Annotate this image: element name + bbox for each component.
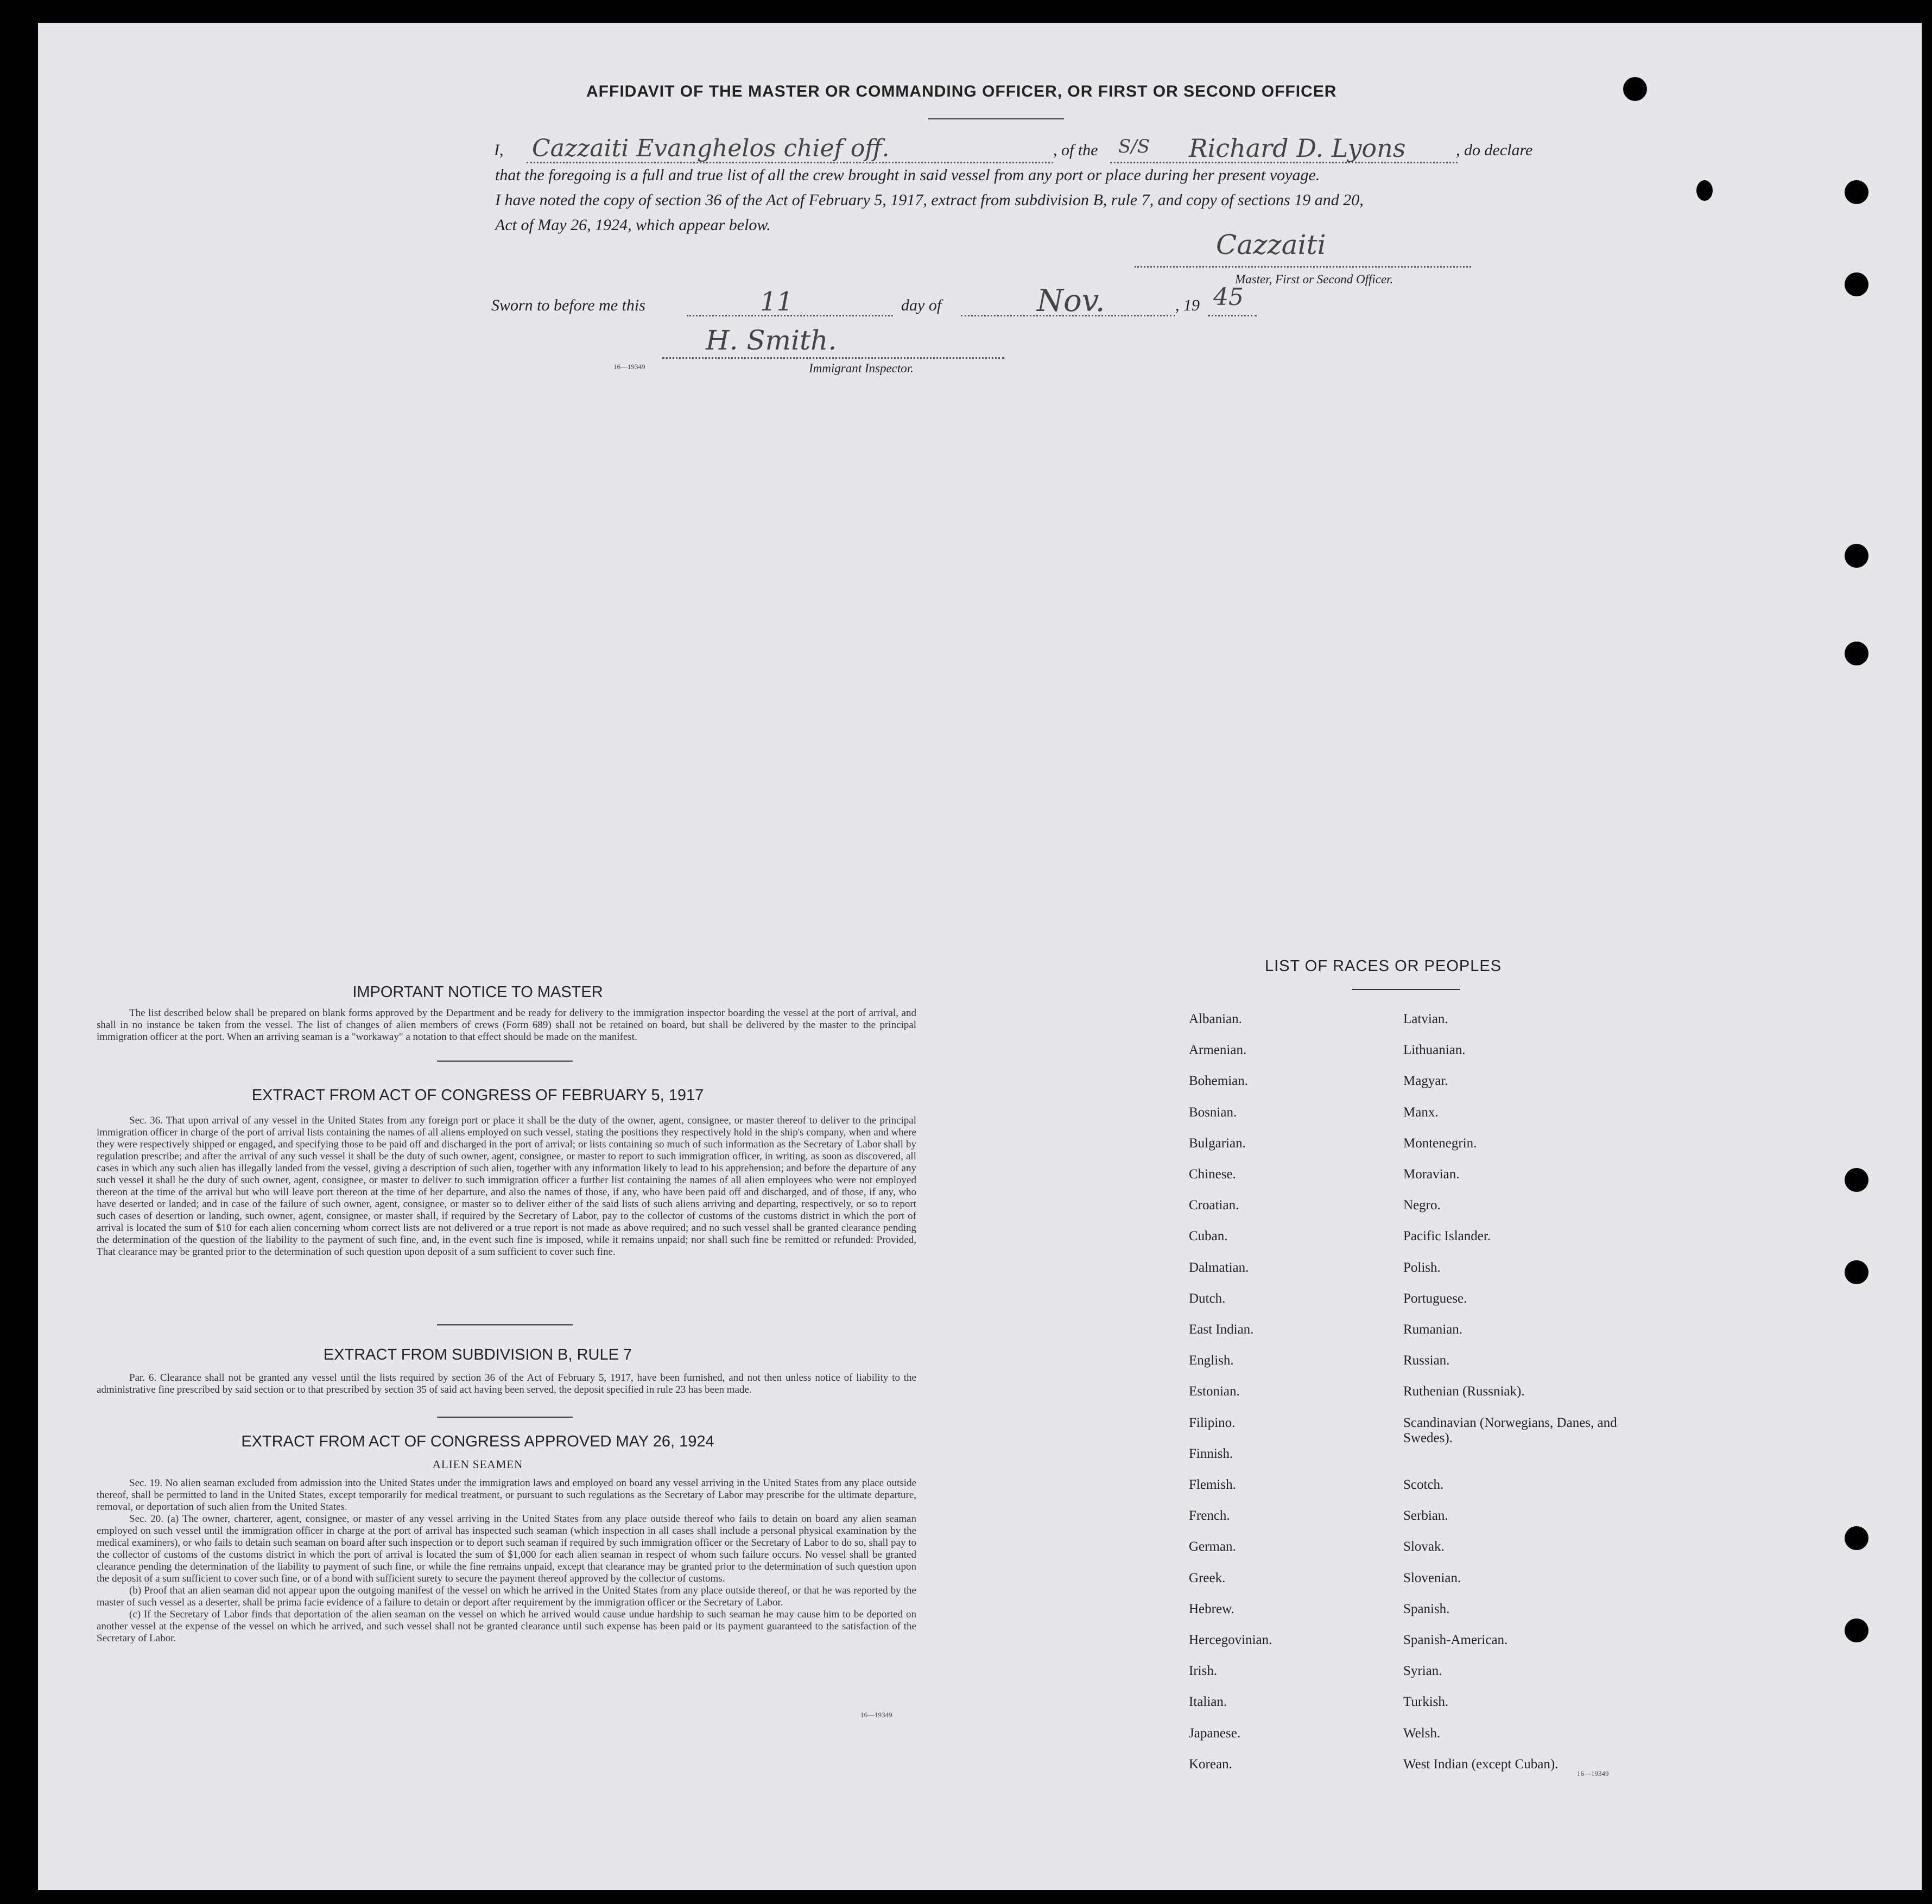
section-20b-paragraph: (b) Proof that an alien seaman did not appear upon the outgoing manifest of the vessel on which he arrived in the United States from any place outside thereof, or that he was reported by the master of such vessel as a deserter, shall be prima facie evidence of a failure to detain or deport after requirement by the immigration officer or the Secretary of Labor. [97, 1585, 916, 1608]
race-item: Turkish. [1403, 1694, 1449, 1710]
race-item: Welsh. [1403, 1725, 1441, 1741]
dotted-line [1110, 162, 1458, 163]
race-item: Negro. [1403, 1198, 1441, 1213]
form-number: 16—19349 [860, 1711, 892, 1719]
race-item: Albanian. [1189, 1012, 1242, 1026]
race-item: Chinese. [1189, 1167, 1236, 1182]
race-item: Rumanian. [1403, 1322, 1463, 1337]
race-item: Greek. [1189, 1570, 1226, 1585]
race-item: Dalmatian. [1189, 1260, 1249, 1275]
rule7-paragraph: Par. 6. Clearance shall not be granted any vessel until the lists required by section 36 of the Act of February 5, 1917, have been furnished, and not then unless notice of liability to the administrative fine prescribed by said section or to that prescribed by section 35 of said act having been served, the deposit specified in rule 23 has been made. [97, 1372, 916, 1395]
punch-hole [1845, 1526, 1868, 1550]
race-item: Lithuanian. [1403, 1043, 1466, 1058]
race-item: Italian. [1189, 1694, 1227, 1710]
section-19-paragraph: Sec. 19. No alien seaman excluded from admission into the United States under the immigration laws and employed on board any vessel arriving in the United States from any place outside thereof, shall be permitted to land in the United States, except temporarily for medical treatment, or pursuant to such regulations as the Secretary of Labor may prescribe for the ultimate departure, removal, or deportation of such alien from the United States. [97, 1477, 916, 1513]
year-prefix-text: , 19 [1175, 296, 1200, 314]
race-item: Latvian. [1403, 1012, 1448, 1026]
race-item: Manx. [1403, 1105, 1439, 1120]
race-item: Cuban. [1189, 1229, 1228, 1244]
race-item: Polish. [1403, 1260, 1441, 1275]
punch-hole [1845, 1168, 1868, 1192]
section-20a-paragraph: Sec. 20. (a) The owner, charterer, agent, consignee, or master of any vessel arriving in the United States from any place outside thereof who fails to detain on board any alien seaman employed on such vessel until the immigration officer in charge at the port of arrival has inspected such seaman (which inspection in all cases shall include a personal physical examination by the medical examiners), or who fails to detain such seaman on board after such inspection or to deport such seaman if required by such immigration officer or the Secretary of Labor to do so, shall pay to the collector of customs of the customs district in which the port of arrival is located the sum of $1,000 for each alien seaman in respect of whom such failure occurs. No vessel shall be granted clearance pending the determination of the liability to payment of such fine, or while the fine remains unpaid, except that clearance may be granted prior to the determination of such question upon the deposit of a sum sufficient to cover such fine, or of a bond with sufficient surety to secure the payment thereof approved by the collector of customs. [97, 1513, 916, 1584]
punch-hole [1696, 180, 1713, 201]
handwritten-master-signature: Cazzaiti [1216, 229, 1326, 261]
affidavit-line-4: Act of May 26, 1924, which appear below. [495, 216, 771, 234]
affidavit-title: AFFIDAVIT OF THE MASTER OR COMMANDING OFFICER, OR FIRST OR SECOND OFFICER [586, 82, 1337, 100]
punch-hole [1845, 1260, 1868, 1284]
handwritten-year: 45 [1213, 283, 1244, 311]
dotted-line [1135, 266, 1471, 268]
alien-seamen-subtitle: ALIEN SEAMEN [432, 1458, 523, 1471]
handwritten-inspector-signature: H. Smith. [706, 325, 837, 356]
race-item: English. [1189, 1353, 1234, 1368]
race-item: Magyar. [1403, 1074, 1448, 1089]
race-item: Estonian. [1189, 1384, 1240, 1399]
race-item: Serbian. [1403, 1508, 1448, 1524]
divider [437, 1417, 573, 1418]
rule7-title: EXTRACT FROM SUBDIVISION B, RULE 7 [323, 1346, 632, 1363]
race-item: Korean. [1189, 1756, 1232, 1772]
document-page [38, 23, 1922, 1890]
notice-body [97, 1007, 916, 1043]
race-item: Croatian. [1189, 1198, 1239, 1213]
punch-hole [1845, 642, 1868, 665]
extract-1924-title: EXTRACT FROM ACT OF CONGRESS APPROVED MAY 26, 1924 [241, 1433, 714, 1450]
race-item: Bulgarian. [1189, 1135, 1246, 1151]
race-item: Scandinavian (Norwegians, Danes, and Swedes). [1403, 1415, 1617, 1445]
dotted-line [1208, 315, 1257, 316]
divider [928, 118, 1064, 119]
race-item: Spanish. [1403, 1601, 1450, 1616]
race-item: Armenian. [1189, 1043, 1247, 1058]
race-item: Bosnian. [1189, 1105, 1237, 1120]
do-declare-text: , do declare [1456, 141, 1533, 159]
punch-hole [1845, 544, 1868, 568]
sworn-text: Sworn to before me this [491, 296, 645, 314]
form-number: 16—19349 [613, 363, 645, 371]
race-item: Montenegrin. [1403, 1135, 1477, 1151]
race-item: Hebrew. [1189, 1601, 1234, 1616]
race-item: Moravian. [1403, 1167, 1460, 1182]
divider [437, 1324, 573, 1325]
race-item: East Indian. [1189, 1322, 1254, 1337]
form-number: 16—19349 [1577, 1769, 1609, 1778]
affidavit-line-2: that the foregoing is a full and true list of all the crew brought in said vessel from any port or place during her present voyage. [495, 166, 1320, 184]
affidavit-line-1 [494, 141, 504, 160]
dotted-line [662, 357, 1004, 359]
race-item: Japanese. [1189, 1725, 1241, 1741]
race-item: Dutch. [1189, 1291, 1226, 1306]
day-of-text: day of [901, 296, 942, 314]
race-item: Russian. [1403, 1353, 1450, 1368]
inspector-caption: Immigrant Inspector. [809, 361, 914, 375]
handwritten-vessel-prefix: S/S [1118, 136, 1150, 157]
race-item: French. [1189, 1508, 1230, 1524]
race-item: Filipino. [1189, 1415, 1236, 1430]
extract-1917-body [97, 1115, 916, 1258]
punch-hole [1623, 77, 1647, 101]
race-item: Syrian. [1403, 1664, 1442, 1679]
word-i: I, [494, 141, 504, 159]
race-item: Bohemian. [1189, 1074, 1249, 1089]
handwritten-day: 11 [760, 287, 794, 317]
extract-1917-title: EXTRACT FROM ACT OF CONGRESS OF FEBRUARY 5, 1917 [251, 1087, 704, 1104]
race-item: Hercegovinian. [1189, 1633, 1272, 1647]
handwritten-month: Nov. [1037, 283, 1105, 319]
race-item: German. [1189, 1539, 1236, 1554]
punch-hole [1845, 1619, 1868, 1642]
affidavit-line-3: I have noted the copy of section 36 of the Act of February 5, 1917, extract from subdivision B, rule 7, and copy of sections 19 and 20, [495, 191, 1364, 209]
notice-title: IMPORTANT NOTICE TO MASTER [352, 983, 603, 1001]
race-item: Flemish. [1189, 1477, 1236, 1492]
divider [1352, 989, 1460, 990]
handwritten-officer-name: Cazzaiti Evanghelos chief off. [532, 135, 890, 162]
race-item: Spanish-American. [1403, 1633, 1508, 1647]
race-item: West Indian (except Cuban). [1403, 1756, 1559, 1772]
punch-hole [1845, 180, 1868, 204]
section-20c-paragraph: (c) If the Secretary of Labor finds that deportation of the alien seaman on the vessel on which he arrived would cause undue hardship to such seaman he may cause him to be deported on another vessel at the expense of the vessel on which he arrived, and such vessel shall not be granted clearance until such expense has been paid or its payment guaranteed to the satisfaction of the Secretary of Labor. [97, 1609, 916, 1644]
extract-1924-body [97, 1477, 916, 1645]
race-item: Ruthenian (Russniak). [1403, 1384, 1525, 1399]
race-item: Slovenian. [1403, 1570, 1461, 1585]
dotted-line [527, 162, 1053, 163]
notice-paragraph: The list described below shall be prepared on blank forms approved by the Department and be ready for delivery to the immigration inspector boarding the vessel at the port of arrival, and shall in no instance be taken from the vessel. The list of changes of alien members of crews (Form 689) shall not be retained on board, but shall be delivered by the master to the principal immigration officer at the port. When an arriving seaman is a "workaway" a notation to that effect should be made on the manifest. [97, 1007, 916, 1043]
race-item: Scotch. [1403, 1477, 1444, 1492]
race-item: Finnish. [1189, 1446, 1233, 1461]
rule7-body [97, 1372, 916, 1396]
of-the-text: , of the [1053, 141, 1098, 159]
race-item: Pacific Islander. [1403, 1229, 1491, 1244]
races-title: LIST OF RACES OR PEOPLES [1265, 957, 1502, 975]
race-item: Slovak. [1403, 1539, 1445, 1554]
punch-hole [1845, 272, 1868, 296]
section-36-paragraph: Sec. 36. That upon arrival of any vessel in the United States from any foreign port or place it shall be the duty of the owner, agent, consignee, or master thereof to deliver to the principal immigration officer in charge of the port of arrival lists containing the names of all aliens employed on such vessel, stating the positions they respectively hold in the ship's company, when and where they were respectively shipped or engaged, and specifying those to be paid off and discharged in the port of arrival; or lists containing so much of such information as the Secretary of Labor shall by regulation prescribe; and after the arrival of any such vessel it shall be the duty of such owner, agent, consignee, or master to report to such immigration officer, in writing, as soon as discovered, all cases in which any such alien has illegally landed from the vessel, giving a description of such alien, together with any information likely to lead to his apprehension; and before the departure of any such vessel it shall be the duty of such owner, agent, consignee, or master to deliver to such immigration officer a further list containing the names of all alien employees who were not employed thereon at the time of the arrival but who will leave port thereon at the time of her departure, and also the names of those, if any, who have been paid off and discharged, and of those, if any, who have deserted or landed; and in case of the failure of such owner, agent, consignee, or master so to deliver either of the said lists of such aliens arriving and departing, respectively, or so to report such cases of desertion or landing, such owner, agent, consignee, or master shall, if required by the Secretary of Labor, pay to the collector of customs of the customs district in which the port of arrival is located the sum of $10 for each alien concerning whom correct lists are not delivered or a true report is not made as above required; and no such vessel shall be granted clearance pending the determination of the question of the liability to the payment of such fine, and, in the event such fine is imposed, while it remains unpaid; nor shall such fine be remitted or refunded: Provided, That clearance may be granted prior to the determination of such question upon deposit of a sum sufficient to cover such fine. [97, 1115, 916, 1258]
handwritten-vessel-name: Richard D. Lyons [1189, 134, 1406, 163]
signature-caption: Master, First or Second Officer. [1235, 272, 1393, 286]
divider [437, 1061, 573, 1062]
race-item: Portuguese. [1403, 1291, 1467, 1306]
race-item: Irish. [1189, 1664, 1218, 1679]
